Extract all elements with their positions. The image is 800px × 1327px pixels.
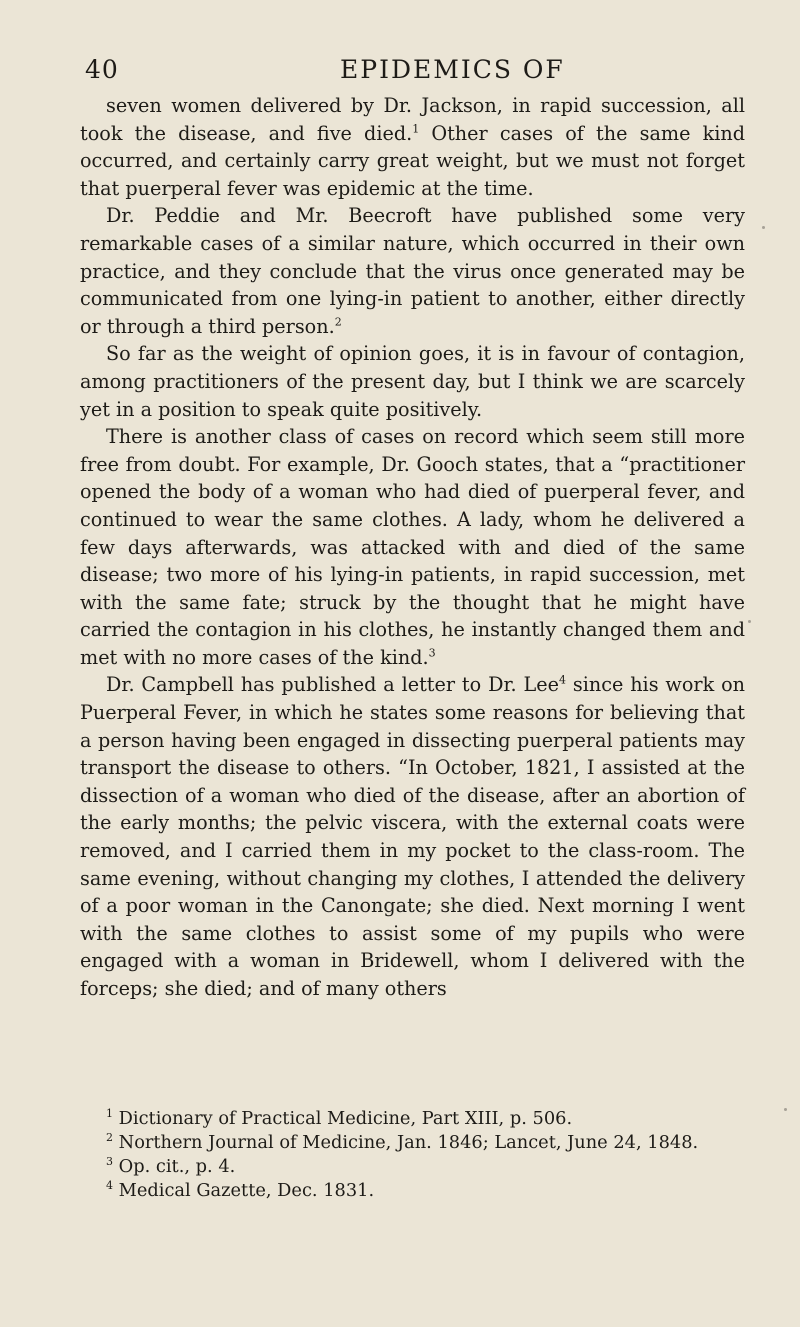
paragraph-text: There is another class of cases on record which seem still more free from doubt. For example, Dr. Gooch states, that a “practitioner opened the body of a woman who had died of puerperal fever, and continued to wear the same clothes. A lady, whom he delivered a few days afterwards, was attacked with and died of the same disease; two more of his lying-in patients, in rapid succession, met with the same fate; struck by the thought that he might have carried the contagion in his clothes, he instantly changed them and met with no more cases of the kind. <box>80 425 745 669</box>
paragraph <box>80 671 745 1002</box>
paragraph <box>80 202 745 340</box>
paper-speck <box>784 1108 787 1111</box>
footnote-text: Northern Journal of Medicine, Jan. 1846; Lancet, June 24, 1848. <box>113 1132 699 1153</box>
footnotes <box>106 1107 746 1203</box>
footnote-text: Op. cit., p. 4. <box>113 1156 236 1177</box>
paragraph-text: So far as the weight of opinion goes, it is in favour of contagion, among practitioners of the present day, but I think we are scarcely yet in a position to speak quite positively. <box>80 342 745 421</box>
paragraph <box>80 423 745 671</box>
body-text <box>80 92 745 1003</box>
footnote-ref: 4 <box>558 674 566 688</box>
footnote <box>106 1107 746 1131</box>
footnote-marker: 1 <box>106 1107 113 1121</box>
running-head: EPIDEMICS OF <box>340 55 565 84</box>
paragraph-text: Other cases of the same kind occurred, and certainly carry great weight, but we must not forget that puerperal fever was epidemic at the time. <box>80 121 745 200</box>
footnote-marker: 3 <box>106 1155 113 1169</box>
footnote-text: Dictionary of Practical Medicine, Part XIII, p. 506. <box>113 1108 573 1129</box>
paragraph-text: Dr. Campbell has published a letter to Dr. Lee <box>106 673 559 697</box>
paragraph-text: seven women delivered by Dr. Jackson, in rapid succession, all took the disease, and five died. <box>80 94 745 145</box>
paragraph-text: Dr. Peddie and Mr. Beecroft have published some very remarkable cases of a similar nature, which occurred in their own practice, and they conclude that the virus once generated may be communicated from one lying-in patient to another, either directly or through a third person. <box>80 204 745 338</box>
paragraph-text: since his work on Puerperal Fever, in which he states some reasons for believing that a person having been engaged in dissecting puerperal patients may transport the disease to others. “In October, 1821, I assisted at the dissection of a woman who died of the disease, after an abortion of the early months; the pelvic viscera, with the external coats were removed, and I carried them in my pocket to the class-room. The same evening, without changing my clothes, I attended the delivery of a poor woman in the Canongate; she died. Next morning I went with the same clothes to assist some of my pupils who were engaged with a woman in Bridewell, whom I delivered with the forceps; she died; and of many others <box>80 673 745 1000</box>
footnote <box>106 1131 746 1155</box>
footnote-marker: 4 <box>106 1179 113 1193</box>
page-header <box>85 55 725 89</box>
paper-speck <box>748 620 751 623</box>
footnote-ref: 3 <box>428 646 436 660</box>
paper-speck <box>762 226 765 229</box>
footnote <box>106 1155 746 1179</box>
page-number: 40 <box>85 55 119 84</box>
paragraph <box>80 92 745 202</box>
footnote-ref: 1 <box>412 122 420 136</box>
footnote-marker: 2 <box>106 1131 113 1145</box>
paragraph <box>80 340 745 423</box>
footnote-text: Medical Gazette, Dec. 1831. <box>113 1180 375 1201</box>
footnote-ref: 2 <box>334 315 342 329</box>
footnote <box>106 1179 746 1203</box>
